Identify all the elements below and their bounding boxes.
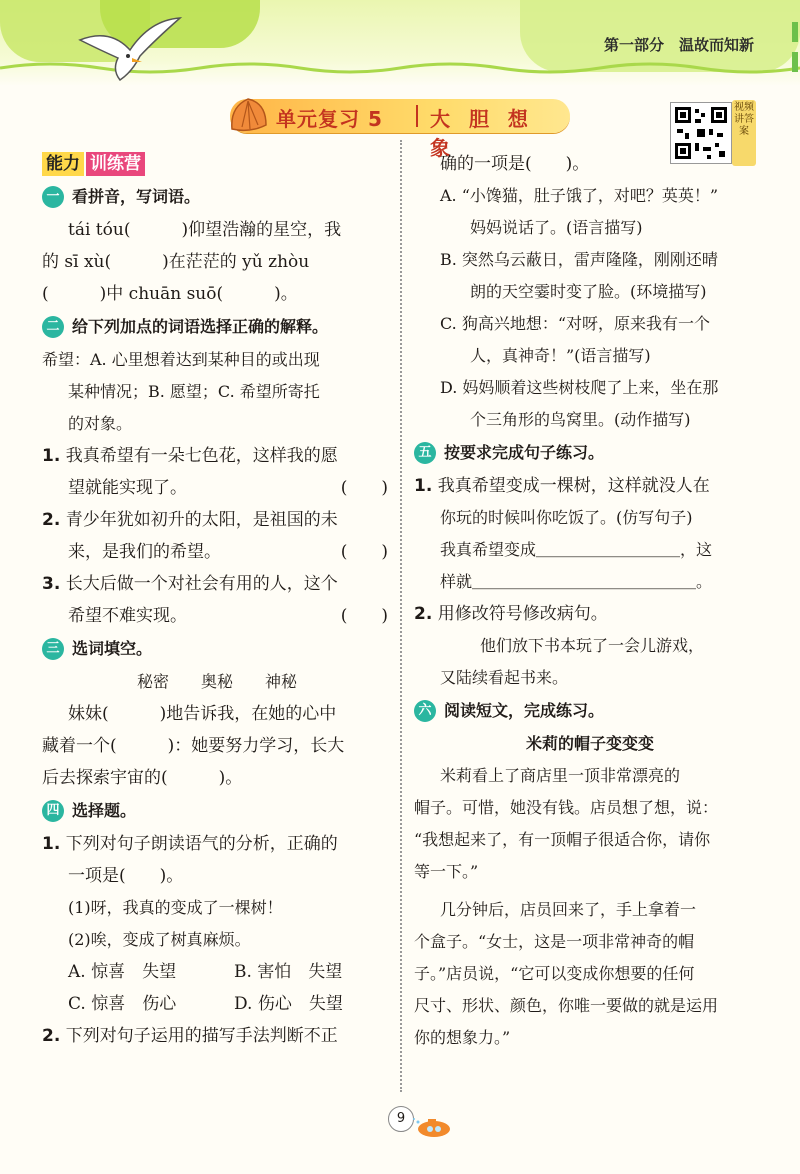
option-b[interactable]: B. 害怕 失望 [234,962,343,982]
section-badge: 四 [42,800,64,822]
story-title: 米莉的帽子变变变 [525,734,654,753]
option-c-cont: 人，真神奇！”(语言描写) [470,346,651,365]
section-badge: 六 [414,700,436,722]
part-label: 第一部分 温故而知新 [604,36,755,54]
submarine-icon [412,1116,452,1138]
option-d-cont: 个三角形的鸟窝里。(动作描写) [470,410,691,429]
seagull-icon [70,10,190,90]
question-text: 我真希望变成一棵树，这样就没人在 [437,476,710,496]
ability-label: 能力 [42,152,84,176]
story-line: 帽子。可惜，她没有钱。店员想了想，说： [414,798,719,817]
sentence-2: (2)唉，变成了树真麻烦。 [68,930,251,949]
left-column [42,148,392,1052]
fill-line[interactable]: 我真希望变成＿＿＿＿＿＿＿＿＿，这 [440,540,713,559]
options-row [42,956,392,988]
title-separator [416,105,418,127]
training-camp-label: 训练营 [86,152,145,176]
text-line: tái tóu( )仰望浩瀚的星空，我 [68,220,342,240]
option-d[interactable]: D. 妈妈顺着这些树枝爬了上来，坐在那 [440,378,719,397]
text-line: ( )中 chuān suō( )。 [42,284,298,304]
option-b[interactable]: B. 突然乌云蔽日，雷声隆隆，刚刚还晴 [440,250,718,269]
question-text: 青少年犹如初升的太阳，是祖国的未 [65,510,338,530]
story-line: 个盒子。“女士，这是一项非常神奇的帽 [414,932,695,951]
option-c[interactable]: C. 狗高兴地想：“对呀，原来我有一个 [440,314,711,333]
option-a[interactable]: A. 惊喜 失望 [68,962,177,982]
question-line: 确的一项是( )。 [440,154,590,174]
unit-theme: 大 胆 想 象 [430,107,534,160]
qr-label: 视频讲答案 [732,100,756,166]
sentence-line: 又陆续看起书来。 [440,668,569,687]
question-text: 长大后做一个对社会有用的人，这个 [65,574,338,594]
option-d[interactable]: D. 伤心 失望 [234,994,343,1014]
question-text: 下列对句子朗读语气的分析，正确的 [65,834,338,854]
question-line [414,470,766,502]
section-5-heading [414,436,766,470]
question-text: 望就能实现了。 [68,478,187,498]
option-a[interactable]: A. “小馋猫，肚子饿了，对吧？英英！” [440,186,719,205]
question-line [42,440,392,472]
question-line [42,600,392,632]
section-4-heading [42,794,392,828]
question-text: 希望不难实现。 [68,606,187,626]
question-line [42,1020,392,1052]
word-choices: 秘密 奥秘 神秘 [136,672,297,691]
options-row [42,988,392,1020]
question-number: 2. [42,1026,61,1046]
question-line: 一项是( )。 [68,866,184,886]
section-title: 选择题。 [72,801,137,820]
top-banner [0,0,800,86]
section-badge: 三 [42,638,64,660]
question-number: 2. [42,510,61,530]
text-line: 妹妹( )地告诉我，在她的心中 [68,704,337,724]
answer-bracket[interactable]: ( ) [340,542,388,562]
text-line: 后去探索宇宙的( )。 [42,768,243,788]
question-line [42,504,392,536]
story-line: 尺寸、形状、颜色，你唯一要做的就是运用 [414,996,719,1015]
definition-line: 某种情况；B. 愿望；C. 希望所寄托 [68,382,320,401]
sentence-line: 他们放下书本玩了一会儿游戏， [480,636,705,655]
answer-bracket[interactable]: ( ) [340,606,388,626]
story-line: 你的想象力。” [414,1028,511,1047]
question-text: 用修改符号修改病句。 [437,604,608,624]
question-text: 我真希望有一朵七色花，这样我的愿 [65,446,338,466]
question-number: 2. [414,604,433,624]
question-number: 1. [414,476,433,496]
question-text: 下列对句子运用的描写手法判断不正 [65,1026,338,1046]
section-badge: 二 [42,316,64,338]
right-column [414,148,766,1054]
story-line: “我想起来了，有一顶帽子很适合你，请你 [414,830,711,849]
edge-decoration [790,22,800,76]
section-badge: 一 [42,186,64,208]
fill-line[interactable]: 样就＿＿＿＿＿＿＿＿＿＿＿＿＿＿。 [440,572,713,591]
unit-title: 单元复习 5 [276,107,383,131]
question-line [42,568,392,600]
column-divider [400,140,402,1092]
question-number: 1. [42,834,61,854]
section-title: 选词填空。 [72,639,153,658]
option-a-cont: 妈妈说话了。(语言描写) [470,218,643,237]
text-line: 的 sī xù( )在茫茫的 yǔ zhòu [42,252,310,272]
section-ability [42,150,145,178]
answer-bracket[interactable]: ( ) [340,478,388,498]
question-line [42,828,392,860]
option-c[interactable]: C. 惊喜 伤心 [68,994,177,1014]
unit-title-banner [230,99,570,160]
page-number: 9 [388,1106,414,1132]
sentence-1: (1)呀，我真的变成了一棵树！ [68,898,283,917]
shell-icon [226,93,270,137]
question-text: 来，是我们的希望。 [68,542,221,562]
section-6-heading [414,694,766,728]
section-title: 按要求完成句子练习。 [444,443,605,462]
definition-line: 的对象。 [68,414,133,433]
question-number: 3. [42,574,61,594]
text-line: 藏着一个( )：她要努力学习，长大 [42,736,345,756]
story-line: 米莉看上了商店里一顶非常漂亮的 [440,766,681,785]
definition-line: 希望：A. 心里想着达到某种目的或出现 [42,350,320,369]
section-badge: 五 [414,442,436,464]
story-line: 等一下。” [414,862,479,881]
question-line [42,472,392,504]
section-title: 给下列加点的词语选择正确的解释。 [72,317,329,336]
option-b-cont: 朗的天空霎时变了脸。(环境描写) [470,282,707,301]
question-line [42,536,392,568]
question-number: 1. [42,446,61,466]
story-line: 子。”店员说，“它可以变成你想要的任何 [414,964,695,983]
section-3-heading [42,632,392,666]
section-1-heading [42,180,392,214]
question-line: 你玩的时候叫你吃饭了。(仿写句子) [440,508,693,527]
section-2-heading [42,310,392,344]
story-line: 几分钟后，店员回来了，手上拿着一 [440,900,697,919]
question-line [414,598,766,630]
section-title: 阅读短文，完成练习。 [444,701,605,720]
section-title: 看拼音，写词语。 [72,187,201,206]
